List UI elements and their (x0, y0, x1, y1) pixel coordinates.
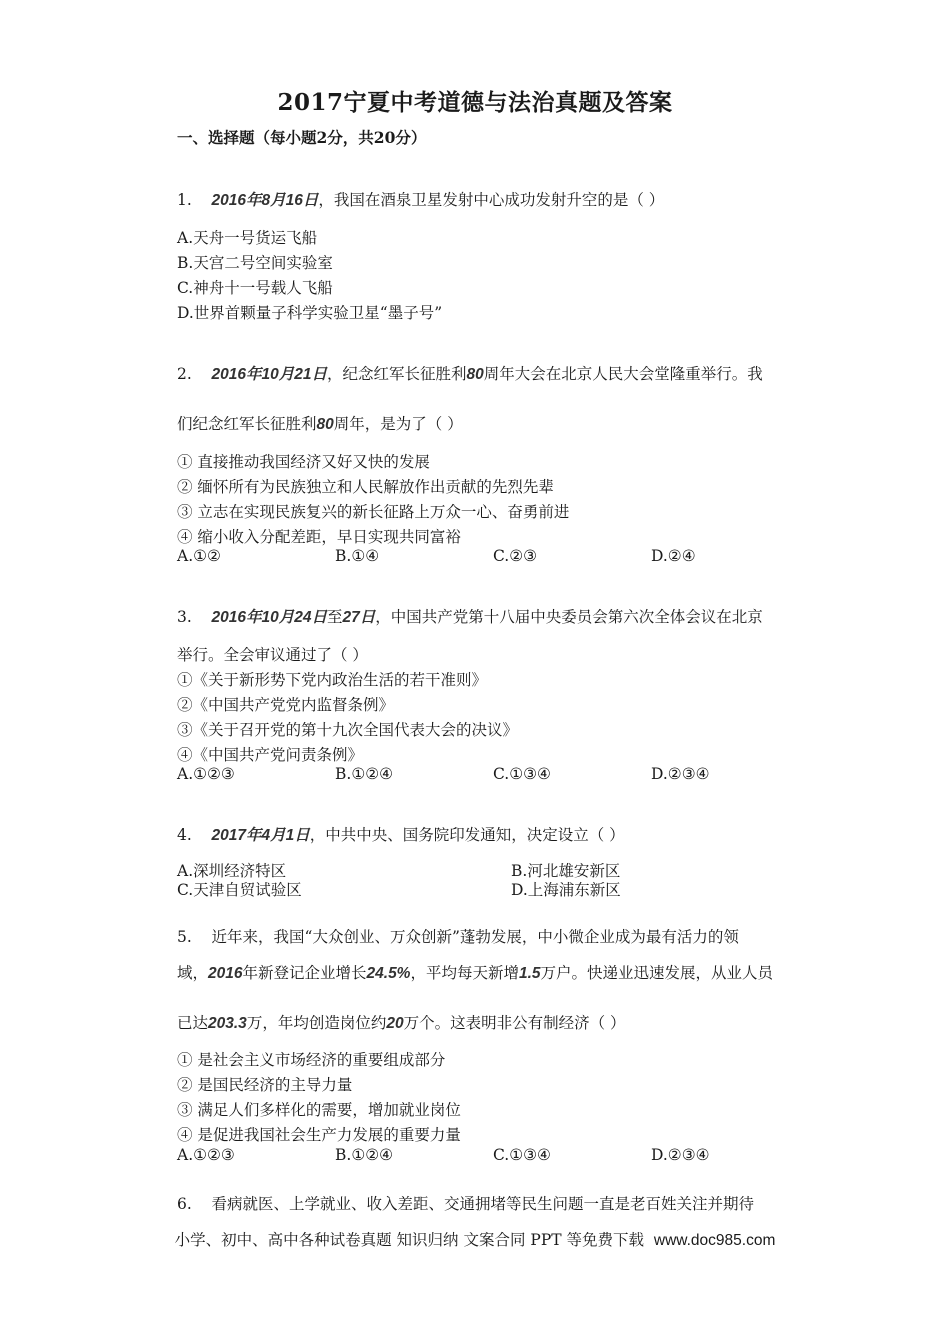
q2-answer-d: D.②④ (651, 547, 696, 565)
question-stem: 近年来，我国“大众创业、万众创新”蓬勃发展，中小微企业成为最有活力的领 (211, 928, 739, 946)
page-title: 2017宁夏中考道德与法治真题及答案 (277, 89, 673, 116)
q1-option-c: C.神舟十一号载人飞船 (177, 279, 333, 297)
question-stem: 至 (326, 608, 343, 626)
question-stem: 域， (177, 964, 209, 982)
page-footer (0, 1228, 950, 1250)
question-date: 2016年10月21日 (211, 366, 327, 383)
question-stem: 看病就医、上学就业、收入差距、交通拥堵等民生问题一直是老百姓关注并期待 (211, 1195, 755, 1213)
question-5 (177, 925, 739, 947)
question-number: 1. (177, 191, 192, 209)
question-stem: ，中共中央、国务院印发通知，决定设立（ ） (309, 826, 625, 844)
number: 2016 (208, 965, 243, 982)
q3-answer-b: B.①②④ (335, 765, 394, 783)
question-3-cont: 举行。全会审议通过了（ ） (177, 646, 368, 664)
question-stem: 万个。这表明非公有制经济（ ） (403, 1014, 626, 1032)
question-1 (177, 188, 664, 210)
question-6 (177, 1192, 754, 1214)
question-date: 2016年10月24日 (211, 609, 327, 626)
q5-item-3: ③ 满足人们多样化的需要，增加就业岗位 (177, 1101, 461, 1119)
question-2-cont (177, 412, 463, 434)
question-5-cont-2 (177, 1011, 626, 1033)
question-number: 4. (177, 826, 192, 844)
q3-item-1: ①《关于新形势下党内政治生活的若干准则》 (177, 671, 488, 689)
q4-answer-d: D.上海浦东新区 (511, 881, 621, 899)
question-number: 3. (177, 608, 192, 626)
q5-answer-c: C.①③④ (493, 1146, 551, 1164)
question-stem: 年新登记企业增长 (242, 964, 367, 982)
question-stem: ，中国共产党第十八届中央委员会第六次全体会议在北京 (375, 608, 763, 626)
q5-item-2: ② 是国民经济的主导力量 (177, 1076, 353, 1094)
q2-item-3: ③ 立志在实现民族复兴的新长征路上万众一心、奋勇前进 (177, 503, 570, 521)
question-2 (177, 362, 763, 384)
question-date: 27日 (342, 609, 376, 626)
question-stem: 周年大会在北京人民大会堂隆重举行。我 (483, 365, 763, 383)
q2-item-2: ② 缅怀所有为民族独立和人民解放作出贡献的先烈先辈 (177, 478, 554, 496)
question-stem: ，平均每天新增 (410, 964, 519, 982)
q3-item-3: ③《关于召开党的第十九次全国代表大会的决议》 (177, 721, 519, 739)
footer-text: 小学、初中、高中各种试卷真题 知识归纳 文案合同 PPT 等免费下载 (174, 1231, 645, 1249)
q2-answer-b: B.①④ (335, 547, 380, 565)
q5-item-4: ④ 是促进我国社会生产力发展的重要力量 (177, 1126, 461, 1144)
q5-answer-a: A.①②③ (177, 1146, 235, 1164)
q3-answer-d: D.②③④ (651, 765, 710, 783)
question-stem: 万户。快递业迅速发展，从业人员 (540, 964, 774, 982)
question-stem: 万，年均创造岗位约 (246, 1014, 387, 1032)
question-stem: 周年，是为了（ ） (333, 415, 463, 433)
q4-answer-a: A.深圳经济特区 (177, 862, 287, 880)
question-number: 6. (177, 1195, 192, 1213)
question-date: 2016年8月16日 (211, 192, 319, 209)
question-stem: 已达 (177, 1014, 209, 1032)
q4-answer-b: B.河北雄安新区 (511, 862, 621, 880)
number: 203.3 (208, 1015, 247, 1032)
number: 1.5 (518, 965, 541, 982)
question-number: 2. (177, 365, 192, 383)
question-number: 5. (177, 928, 192, 946)
q5-answer-b: B.①②④ (335, 1146, 394, 1164)
number: 20 (386, 1015, 404, 1032)
number: 24.5% (366, 965, 411, 982)
q5-answer-d: D.②③④ (651, 1146, 710, 1164)
number: 80 (316, 416, 334, 433)
q1-option-d: D.世界首颗量子科学实验卫星“墨子号” (177, 304, 443, 322)
q2-answer-a: A.①② (177, 547, 221, 565)
q1-option-b: B.天宫二号空间实验室 (177, 254, 333, 272)
q3-answer-a: A.①②③ (177, 765, 235, 783)
footer-url[interactable]: www.doc985.com (653, 1232, 776, 1249)
number: 80 (466, 366, 484, 383)
q2-item-1: ① 直接推动我国经济又好又快的发展 (177, 453, 430, 471)
question-stem: ，纪念红军长征胜利 (326, 365, 467, 383)
q3-item-4: ④《中国共产党问责条例》 (177, 746, 364, 764)
q3-item-2: ②《中国共产党党内监督条例》 (177, 696, 395, 714)
question-stem: 们纪念红军长征胜利 (177, 415, 317, 433)
q3-answer-c: C.①③④ (493, 765, 551, 783)
question-3 (177, 605, 763, 627)
q2-answer-c: C.②③ (493, 547, 538, 565)
question-5-cont-1 (177, 961, 773, 983)
q2-item-4: ④ 缩小收入分配差距，早日实现共同富裕 (177, 528, 461, 546)
section-heading: 一、选择题（每小题2分，共20分） (177, 128, 427, 147)
question-date: 2017年4月1日 (211, 827, 310, 844)
question-stem: ，我国在酒泉卫星发射中心成功发射升空的是（ ） (318, 191, 665, 209)
q1-option-a: A.天舟一号货运飞船 (177, 229, 318, 247)
q5-item-1: ① 是社会主义市场经济的重要组成部分 (177, 1051, 446, 1069)
q4-answer-c: C.天津自贸试验区 (177, 881, 302, 899)
question-4 (177, 823, 625, 845)
